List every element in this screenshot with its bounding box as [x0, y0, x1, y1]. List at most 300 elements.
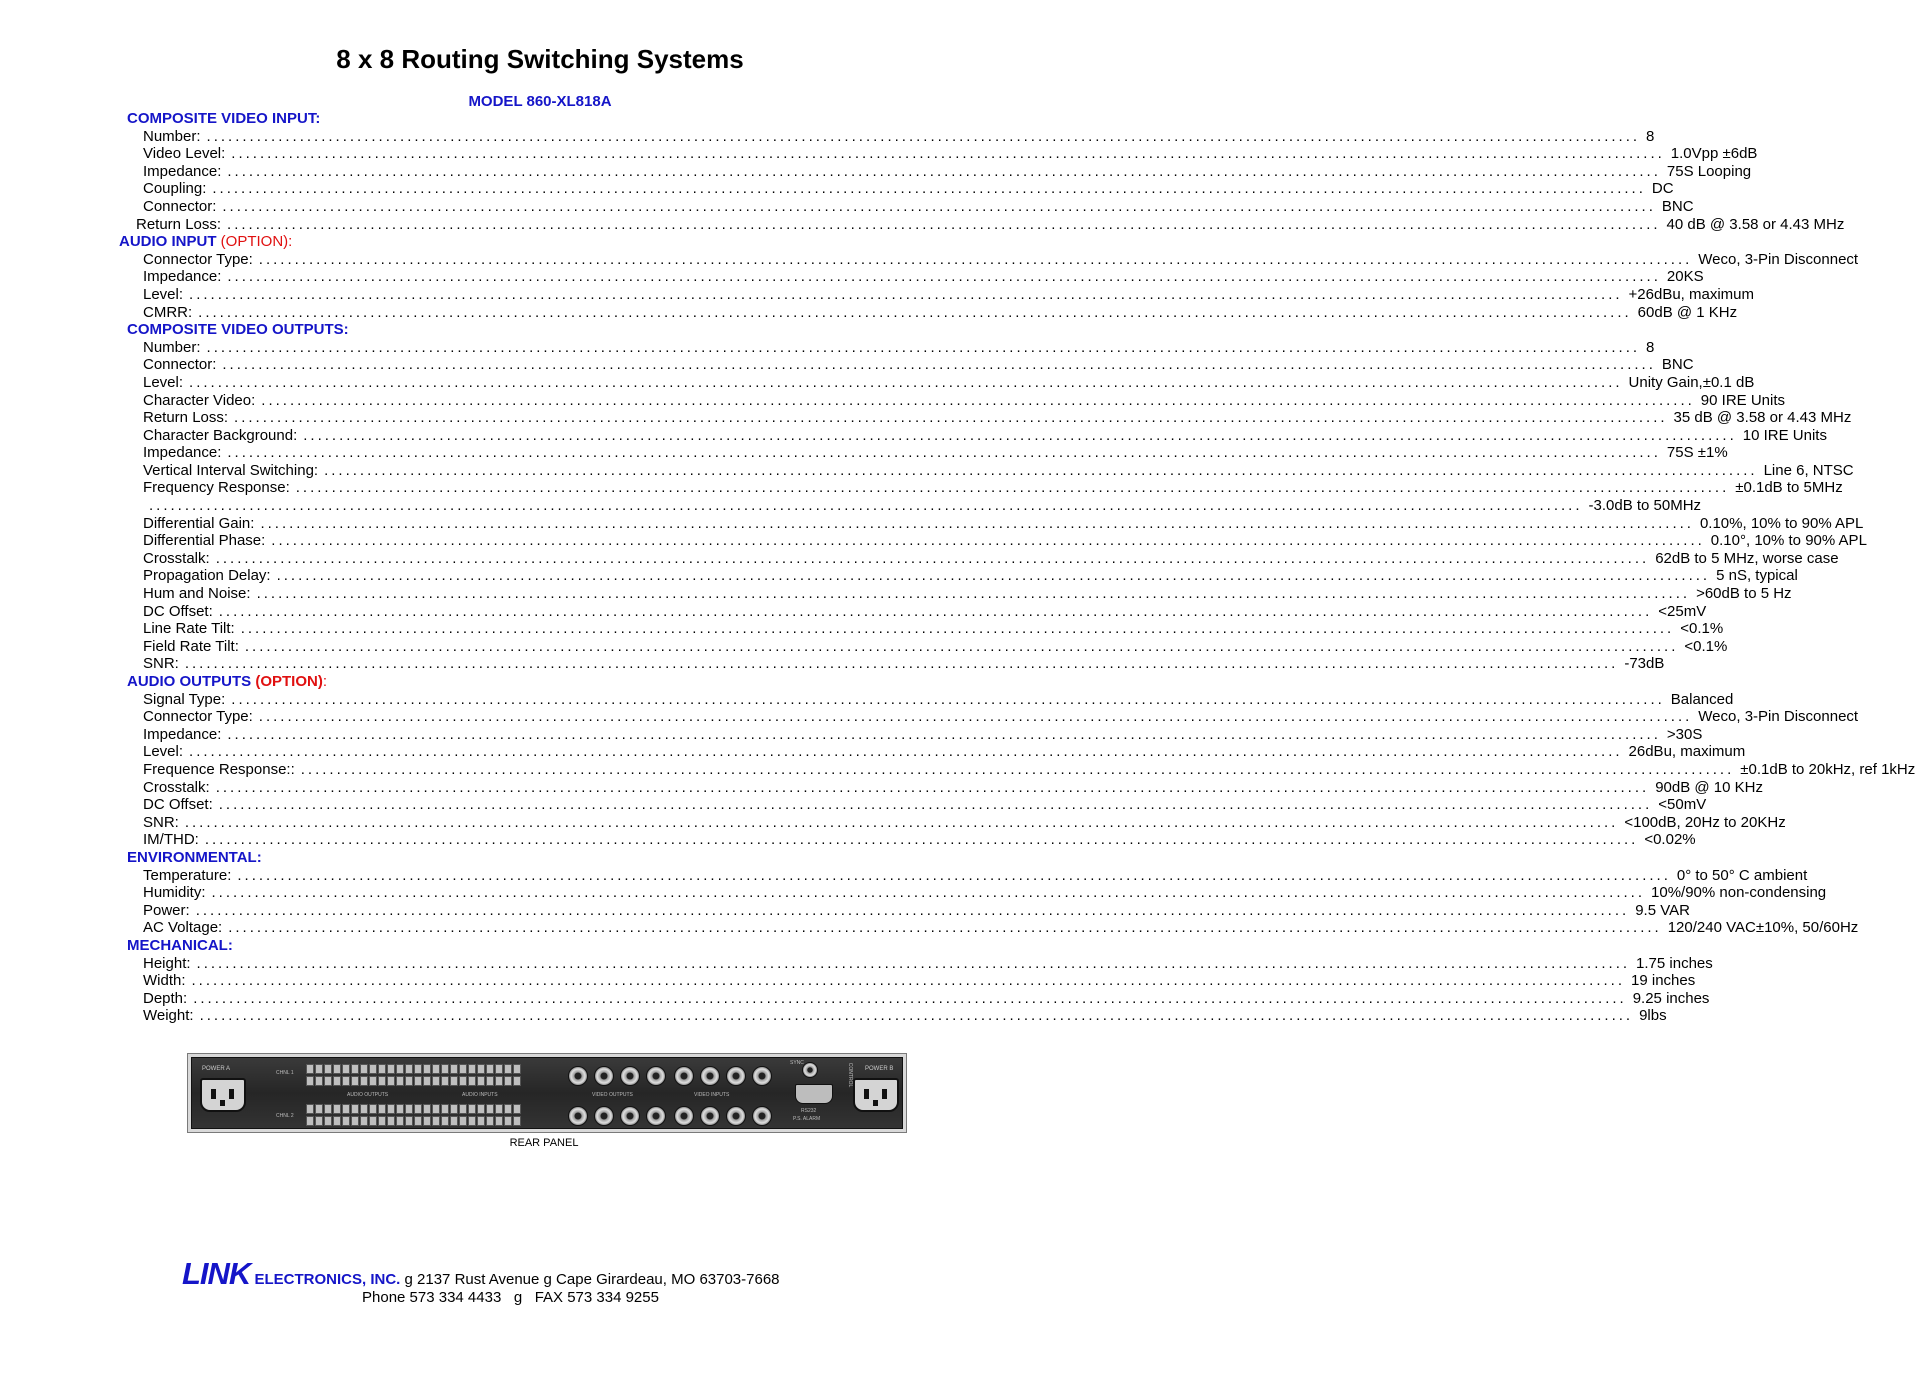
dot-leader: ........................................................................................................................................................................................................ — [195, 901, 1630, 919]
terminal-icon — [360, 1064, 368, 1074]
spec-value: 8 — [1646, 338, 1655, 356]
sync-label: SYNC — [790, 1060, 804, 1066]
spec-label: SNR: — [143, 813, 179, 831]
terminal-icon — [513, 1076, 521, 1086]
dot-leader: ........................................................................................................................................................................................................ — [222, 356, 1656, 374]
rs232-label: RS232 — [801, 1108, 817, 1114]
dot-leader: ........................................................................................................................................................................................................ — [231, 690, 1665, 708]
spec-row — [0, 285, 1755, 304]
spec-value: 5 nS, typical — [1716, 567, 1798, 585]
spec-label: Humidity: — [143, 884, 206, 902]
rear-panel-image — [187, 1053, 907, 1133]
section-heading — [0, 110, 1080, 128]
spec-value: 9.5 VAR — [1635, 901, 1690, 919]
terminal-icon — [441, 1076, 449, 1086]
spec-value: Weco, 3-Pin Disconnect — [1698, 250, 1859, 268]
terminal-icon — [495, 1064, 503, 1074]
spec-value: DC — [1651, 180, 1674, 198]
terminal-icon — [486, 1064, 494, 1074]
spec-label: Impedance: — [143, 444, 222, 462]
spec-value: <50mV — [1658, 796, 1707, 814]
spec-row — [0, 497, 1702, 515]
dot-leader: ........................................................................................................................................................................................................ — [244, 637, 1679, 655]
spec-label: Propagation Delay: — [143, 567, 271, 585]
dot-leader: ........................................................................................................................................................................................................ — [206, 338, 1641, 356]
spec-label: IM/THD: — [143, 831, 199, 849]
bnc-connector-icon — [674, 1066, 694, 1086]
spec-value: 90 IRE Units — [1700, 391, 1785, 409]
dot-leader: ........................................................................................................................................................................................................ — [193, 989, 1627, 1007]
terminal-icon — [423, 1064, 431, 1074]
spec-value: ±0.1dB to 5MHz — [1735, 479, 1843, 497]
dot-leader: ........................................................................................................................................................................................................ — [303, 426, 1737, 444]
terminal-icon — [414, 1116, 422, 1126]
power-a-label: POWER A — [202, 1066, 231, 1072]
dot-leader: ........................................................................................................................................................................................................ — [212, 180, 1646, 198]
spec-row — [0, 162, 1752, 181]
spec-value: <100dB, 20Hz to 20KHz — [1624, 813, 1786, 831]
terminal-icon — [333, 1104, 341, 1114]
dot-leader: ........................................................................................................................................................................................................ — [215, 778, 1650, 796]
dot-leader: ........................................................................................................................................................................................................ — [324, 461, 1758, 479]
footer-contact-line — [362, 1289, 659, 1306]
spec-row — [0, 620, 1724, 638]
terminal-icon — [441, 1064, 449, 1074]
terminal-icon — [441, 1104, 449, 1114]
dot-leader: ........................................................................................................................................................................................................ — [191, 972, 1626, 990]
spec-value: Weco, 3-Pin Disconnect — [1698, 708, 1859, 726]
spec-row — [0, 655, 1665, 673]
section-heading — [0, 937, 1080, 955]
bullet-separator: g — [543, 1271, 552, 1288]
spec-row — [0, 690, 1734, 709]
terminal-icon — [513, 1064, 521, 1074]
dot-leader: ........................................................................................................................................................................................................ — [227, 444, 1661, 462]
terminal-icon — [360, 1104, 368, 1114]
spec-value: 1.75 inches — [1636, 954, 1713, 972]
spec-row — [0, 250, 1859, 269]
spec-row — [0, 197, 1694, 216]
terminal-icon — [342, 1064, 350, 1074]
bnc-connector-icon — [594, 1106, 614, 1126]
spec-row — [0, 145, 1758, 163]
fax-number: FAX 573 334 9255 — [534, 1289, 659, 1306]
spec-label: Return Loss: — [136, 215, 222, 233]
spec-value: 40 dB @ 3.58 or 4.43 MHz — [1666, 215, 1845, 233]
terminal-icon — [396, 1076, 404, 1086]
terminal-icon — [342, 1076, 350, 1086]
spec-label: Level: — [143, 285, 184, 303]
spec-label: Height: — [143, 954, 191, 972]
terminal-icon — [342, 1104, 350, 1114]
spec-label: Differential Phase: — [143, 532, 266, 550]
dot-leader: ........................................................................................................................................................................................................ — [240, 620, 1675, 638]
spec-value: 75S Looping — [1666, 162, 1752, 180]
terminal-icon — [342, 1116, 350, 1126]
terminal-icon — [315, 1116, 323, 1126]
street-address: 2137 Rust Avenue — [417, 1271, 540, 1288]
terminal-icon — [450, 1104, 458, 1114]
terminal-icon — [513, 1104, 521, 1114]
spec-label: Number: — [143, 338, 201, 356]
dot-leader: ........................................................................................................................................................................................................ — [258, 250, 1693, 268]
spec-value: 62dB to 5 MHz, worse case — [1655, 549, 1839, 567]
spec-label: Frequency Response: — [143, 479, 290, 497]
section-heading-text: ENVIRONMENTAL: — [127, 848, 262, 866]
spec-label: Line Rate Tilt: — [143, 620, 235, 638]
power-a-socket-icon — [200, 1078, 246, 1112]
terminal-icon — [504, 1064, 512, 1074]
terminal-icon — [369, 1064, 377, 1074]
terminal-icon — [477, 1064, 485, 1074]
page-title: 8 x 8 Routing Switching Systems — [336, 44, 744, 74]
terminal-icon — [396, 1116, 404, 1126]
dot-leader: ........................................................................................................................................................................................................ — [211, 884, 1646, 902]
terminal-icon — [477, 1076, 485, 1086]
terminal-icon — [459, 1064, 467, 1074]
spec-value: <0.02% — [1644, 831, 1696, 849]
spec-value: BNC — [1661, 197, 1694, 215]
spec-label: Level: — [143, 743, 184, 761]
spec-value: 1.0Vpp ±6dB — [1670, 145, 1758, 163]
spec-value: <0.1% — [1680, 620, 1724, 638]
terminal-icon — [414, 1064, 422, 1074]
dot-leader: ........................................................................................................................................................................................................ — [237, 866, 1671, 884]
ps-alarm-label: P.S. ALARM — [793, 1116, 821, 1122]
spec-row — [0, 637, 1728, 656]
spec-label: Connector Type: — [143, 708, 253, 726]
spec-row — [0, 760, 1915, 779]
terminal-icon — [378, 1104, 386, 1114]
dot-leader: ........................................................................................................................................................................................................ — [261, 391, 1695, 409]
terminal-icon — [387, 1064, 395, 1074]
terminal-icon — [369, 1104, 377, 1114]
terminal-icon — [405, 1064, 413, 1074]
sync-bnc-icon — [802, 1062, 818, 1078]
spec-value: 0.10%, 10% to 90% APL — [1699, 514, 1864, 532]
spec-label: Impedance: — [143, 268, 222, 286]
terminal-icon — [432, 1064, 440, 1074]
terminal-icon — [315, 1064, 323, 1074]
terminal-block-row-2-icon — [306, 1076, 521, 1086]
section-heading — [0, 321, 1080, 339]
spec-value: 19 inches — [1631, 972, 1696, 990]
spec-row — [0, 989, 1710, 1008]
terminal-icon — [351, 1076, 359, 1086]
power-b-socket-icon — [853, 1078, 899, 1112]
spec-row — [0, 303, 1738, 322]
spec-label: Power: — [143, 901, 190, 919]
dot-leader: ........................................................................................................................................................................................................ — [227, 268, 1661, 286]
terminal-icon — [450, 1064, 458, 1074]
footer-address-line — [182, 1256, 780, 1292]
dot-leader: ........................................................................................................................................................................................................ — [218, 602, 1653, 620]
spec-value: 90dB @ 10 KHz — [1655, 778, 1763, 796]
dot-leader: ........................................................................................................................................................................................................ — [228, 919, 1662, 937]
section-heading-text: AUDIO INPUT — [119, 233, 217, 251]
spec-label: Temperature: — [143, 866, 232, 884]
spec-value: >60dB to 5 Hz — [1696, 585, 1792, 603]
chnl1-label: CHNL 1 — [276, 1070, 294, 1076]
chnl2-label: CHNL 2 — [276, 1113, 294, 1119]
bnc-connector-icon — [620, 1066, 640, 1086]
terminal-icon — [495, 1076, 503, 1086]
spec-label: Character Background: — [143, 426, 298, 444]
company-name: ELECTRONICS, INC. — [254, 1271, 401, 1288]
spec-row — [0, 954, 1713, 973]
spec-row — [0, 549, 1839, 568]
terminal-icon — [351, 1104, 359, 1114]
terminal-icon — [306, 1116, 314, 1126]
terminal-block-row-3-icon — [306, 1104, 521, 1114]
spec-row — [0, 514, 1864, 533]
bnc-connector-icon — [700, 1106, 720, 1126]
dot-leader: ........................................................................................................................................................................................................ — [227, 725, 1661, 743]
bnc-connector-icon — [726, 1106, 746, 1126]
spec-row — [0, 356, 1694, 374]
spec-label: Crosstalk: — [143, 549, 210, 567]
spec-label: Field Rate Tilt: — [143, 637, 239, 655]
dot-leader: ........................................................................................................................................................................................................ — [184, 655, 1619, 673]
spec-label: Impedance: — [143, 162, 222, 180]
spec-value: 60dB @ 1 KHz — [1637, 303, 1738, 321]
dot-leader: ........................................................................................................................................................................................................ — [215, 549, 1650, 567]
spec-label: SNR: — [143, 655, 179, 673]
terminal-icon — [486, 1076, 494, 1086]
spec-value: 120/240 VAC±10%, 50/60Hz — [1667, 919, 1859, 937]
section-heading — [0, 849, 1080, 867]
dot-leader: ........................................................................................................................................................................................................ — [206, 127, 1641, 145]
spec-label: Level: — [143, 373, 184, 391]
spec-row — [0, 866, 1808, 885]
terminal-icon — [459, 1076, 467, 1086]
dot-leader: ........................................................................................................................................................................................................ — [218, 796, 1653, 814]
dot-leader: ........................................................................................................................................................................................................ — [227, 162, 1661, 180]
bnc-connector-icon — [752, 1066, 772, 1086]
company-logo: LINK — [182, 1256, 251, 1291]
spec-label: Connector Type: — [143, 250, 253, 268]
terminal-icon — [315, 1104, 323, 1114]
terminal-icon — [387, 1116, 395, 1126]
spec-value: +26dBu, maximum — [1628, 285, 1755, 303]
terminal-icon — [351, 1116, 359, 1126]
power-b-label: POWER B — [865, 1066, 894, 1072]
bnc-connector-icon — [646, 1106, 666, 1126]
spec-label: Coupling: — [143, 180, 207, 198]
spec-row — [0, 778, 1763, 797]
spec-label: Return Loss: — [143, 409, 229, 427]
terminal-icon — [504, 1116, 512, 1126]
spec-row — [0, 479, 1843, 497]
spec-label: AC Voltage: — [143, 919, 223, 937]
section-option-tag: (OPTION) — [220, 233, 289, 251]
spec-value: -73dB — [1624, 655, 1665, 673]
terminal-icon — [396, 1064, 404, 1074]
dot-leader: ........................................................................................................................................................................................................ — [271, 532, 1705, 550]
dot-leader: ........................................................................................................................................................................................................ — [227, 215, 1661, 233]
terminal-icon — [333, 1064, 341, 1074]
dot-leader: ........................................................................................................................................................................................................ — [300, 760, 1735, 778]
spec-row — [0, 373, 1755, 392]
spec-value: 8 — [1646, 127, 1655, 145]
spec-row — [0, 919, 1859, 937]
dot-leader: ........................................................................................................................................................................................................ — [276, 567, 1711, 585]
spec-row — [0, 602, 1707, 621]
spec-label: Number: — [143, 127, 201, 145]
dot-leader: ........................................................................................................................................................................................................ — [256, 585, 1691, 603]
section-heading-text: COMPOSITE VIDEO INPUT: — [127, 110, 321, 127]
spec-list — [0, 110, 1915, 1025]
bnc-connector-icon — [620, 1106, 640, 1126]
spec-value: >30S — [1666, 725, 1703, 743]
dot-leader: ........................................................................................................................................................................................................ — [204, 831, 1639, 849]
bnc-connector-icon — [700, 1066, 720, 1086]
spec-row — [0, 444, 1728, 462]
spec-label: DC Offset: — [143, 796, 213, 814]
spec-value: ±0.1dB to 20kHz, ref 1kHz — [1740, 760, 1915, 778]
terminal-icon — [360, 1076, 368, 1086]
terminal-icon — [414, 1076, 422, 1086]
terminal-icon — [387, 1104, 395, 1114]
spec-label: Crosstalk: — [143, 778, 210, 796]
section-heading-text: COMPOSITE VIDEO OUTPUTS: — [127, 321, 349, 339]
spec-value: 9lbs — [1639, 1007, 1667, 1025]
dot-leader: ........................................................................................................................................................................................................ — [222, 197, 1656, 215]
terminal-icon — [378, 1064, 386, 1074]
spec-label: Width: — [143, 972, 186, 990]
terminal-icon — [333, 1076, 341, 1086]
terminal-icon — [468, 1104, 476, 1114]
dot-leader: ........................................................................................................................................................................................................ — [260, 514, 1694, 532]
spec-row — [0, 268, 1704, 286]
terminal-icon — [351, 1064, 359, 1074]
spec-value: -3.0dB to 50MHz — [1588, 497, 1702, 515]
bullet-separator: g — [404, 1271, 413, 1288]
audio-inputs-label: AUDIO INPUTS — [462, 1092, 498, 1098]
spec-row — [0, 215, 1845, 234]
section-heading — [0, 233, 1080, 251]
spec-row — [0, 884, 1827, 902]
spec-label: Connector: — [143, 197, 217, 215]
terminal-icon — [369, 1116, 377, 1126]
bnc-connector-icon — [674, 1106, 694, 1126]
terminal-icon — [324, 1064, 332, 1074]
terminal-icon — [306, 1064, 314, 1074]
spec-value: 10 IRE Units — [1742, 426, 1827, 444]
terminal-icon — [405, 1104, 413, 1114]
section-heading-suffix: : — [322, 673, 328, 690]
terminal-icon — [432, 1076, 440, 1086]
terminal-icon — [360, 1116, 368, 1126]
terminal-icon — [468, 1116, 476, 1126]
spec-row — [0, 127, 1655, 146]
spec-row — [0, 813, 1786, 832]
spec-value: Balanced — [1670, 690, 1734, 708]
spec-label: Weight: — [143, 1007, 194, 1025]
spec-label: Video Level: — [143, 145, 226, 163]
dot-leader: ........................................................................................................................................................................................................ — [258, 708, 1693, 726]
dot-leader: ........................................................................................................................................................................................................ — [149, 497, 1583, 515]
spec-label: Frequence Response:: — [143, 760, 295, 778]
spec-label: Depth: — [143, 989, 188, 1007]
spec-row — [0, 391, 1785, 410]
dot-leader: ........................................................................................................................................................................................................ — [198, 303, 1632, 321]
bnc-connector-icon — [568, 1106, 588, 1126]
terminal-icon — [513, 1116, 521, 1126]
terminal-icon — [450, 1076, 458, 1086]
spec-row — [0, 901, 1690, 920]
video-inputs-label: VIDEO INPUTS — [694, 1092, 730, 1098]
control-label: CONTROL — [847, 1062, 854, 1088]
spec-value: <25mV — [1658, 602, 1707, 620]
spec-row — [0, 743, 1746, 761]
audio-outputs-label: AUDIO OUTPUTS — [347, 1092, 389, 1098]
bnc-connector-icon — [726, 1066, 746, 1086]
dot-leader: ........................................................................................................................................................................................................ — [184, 813, 1619, 831]
dot-leader: ........................................................................................................................................................................................................ — [196, 954, 1631, 972]
spec-label: DC Offset: — [143, 602, 213, 620]
terminal-icon — [333, 1116, 341, 1126]
rs232-port-icon — [795, 1084, 833, 1104]
terminal-icon — [468, 1064, 476, 1074]
bnc-connector-icon — [752, 1106, 772, 1126]
section-heading — [0, 673, 1080, 691]
terminal-icon — [414, 1104, 422, 1114]
spec-label: Impedance: — [143, 725, 222, 743]
spec-row — [0, 1007, 1667, 1025]
rear-panel-face — [191, 1057, 903, 1129]
terminal-icon — [405, 1076, 413, 1086]
terminal-icon — [450, 1116, 458, 1126]
terminal-block-row-1-icon — [306, 1064, 521, 1074]
phone-number: Phone 573 334 4433 — [362, 1289, 502, 1306]
terminal-icon — [477, 1116, 485, 1126]
section-heading-text: MECHANICAL: — [127, 936, 233, 954]
spec-row — [0, 567, 1798, 585]
spec-label: CMRR: — [143, 303, 193, 321]
dot-leader: ........................................................................................................................................................................................................ — [189, 743, 1623, 761]
terminal-icon — [486, 1104, 494, 1114]
video-outputs-label: VIDEO OUTPUTS — [592, 1092, 633, 1098]
spec-label: Character Video: — [143, 391, 256, 409]
spec-row — [0, 972, 1696, 990]
terminal-icon — [459, 1116, 467, 1126]
terminal-icon — [495, 1116, 503, 1126]
spec-row — [0, 796, 1707, 814]
spec-label: Signal Type: — [143, 690, 226, 708]
city-state-zip: Cape Girardeau, MO 63703-7668 — [556, 1271, 780, 1288]
terminal-icon — [324, 1116, 332, 1126]
terminal-icon — [495, 1104, 503, 1114]
terminal-block-row-4-icon — [306, 1116, 521, 1126]
terminal-icon — [423, 1104, 431, 1114]
spec-row — [0, 409, 1852, 427]
section-option-tag: (OPTION) — [255, 673, 323, 690]
terminal-icon — [441, 1116, 449, 1126]
spec-label: Vertical Interval Switching: — [143, 461, 319, 479]
spec-value: 0.10°, 10% to 90% APL — [1710, 532, 1867, 550]
spec-row — [0, 461, 1854, 480]
terminal-icon — [378, 1116, 386, 1126]
spec-value: <0.1% — [1684, 637, 1728, 655]
spec-row — [0, 725, 1703, 744]
dot-leader: ........................................................................................................................................................................................................ — [189, 373, 1623, 391]
spec-value: Line 6, NTSC — [1763, 461, 1854, 479]
terminal-icon — [432, 1116, 440, 1126]
spec-value: 26dBu, maximum — [1628, 743, 1746, 761]
bullet-separator: g — [513, 1289, 523, 1306]
terminal-icon — [405, 1116, 413, 1126]
